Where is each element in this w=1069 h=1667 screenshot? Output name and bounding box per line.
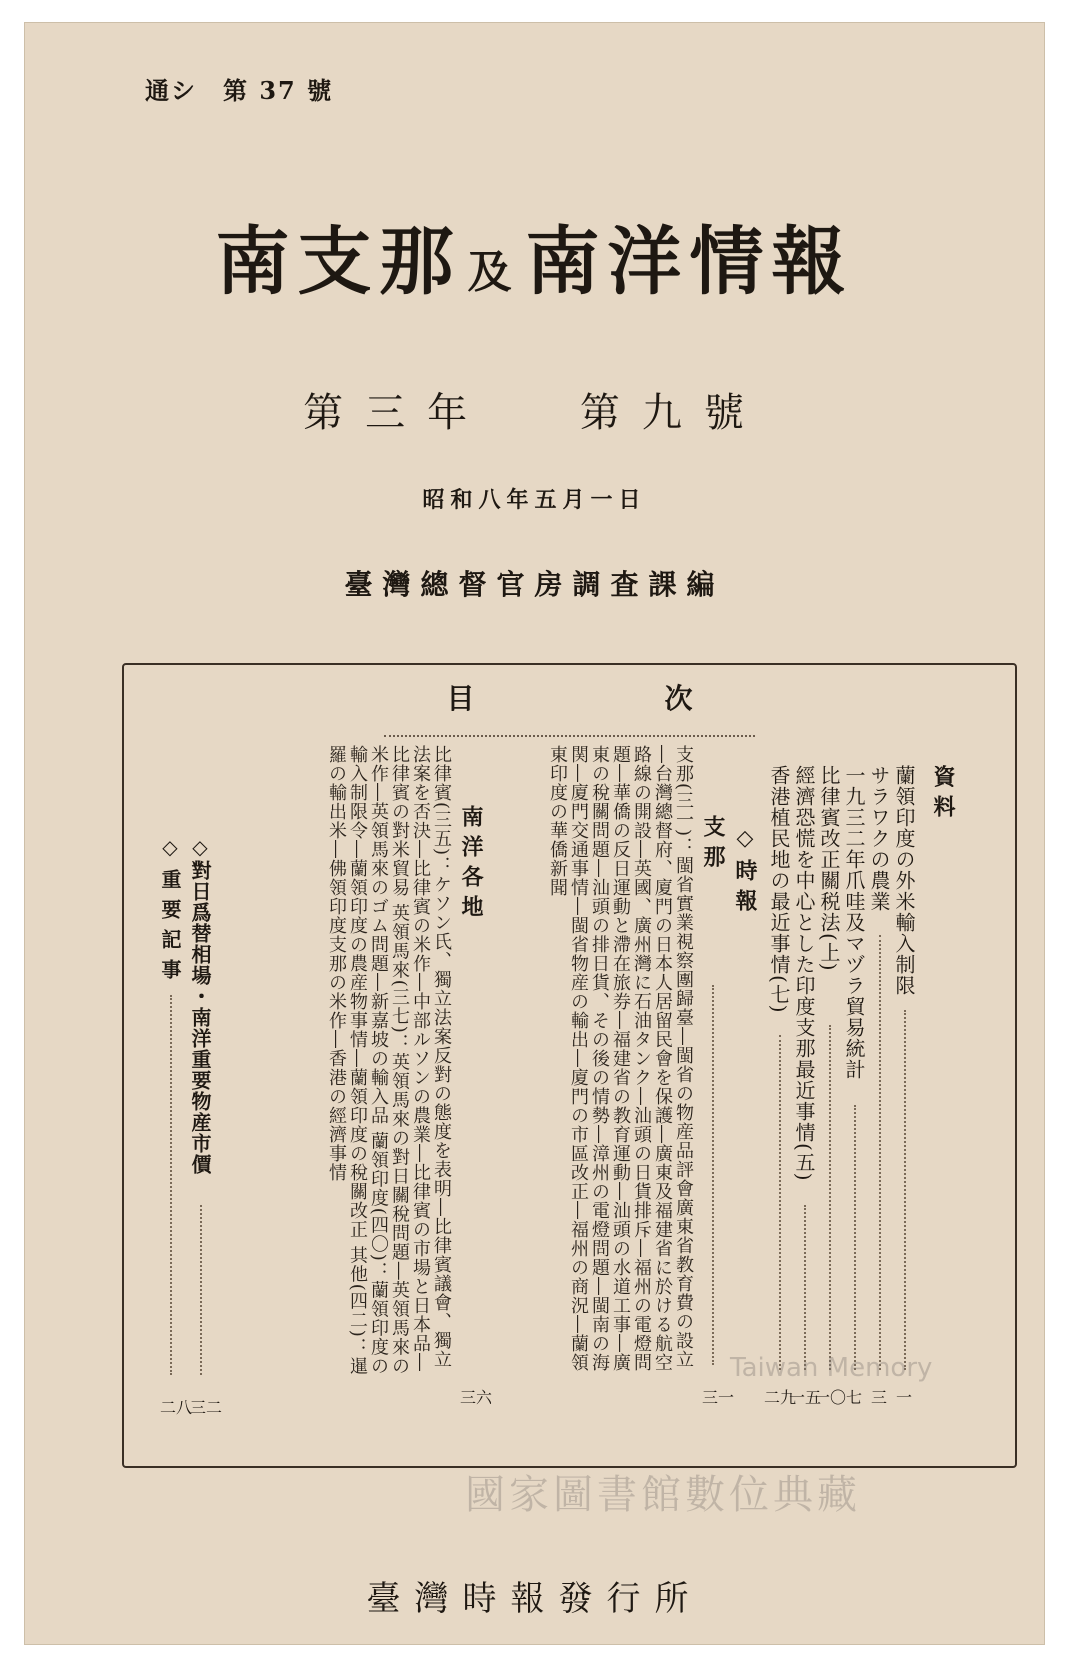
toc-page-number: 七 <box>846 1388 863 1407</box>
title-part-2: 南洋情報 <box>525 219 854 305</box>
leader-dots <box>854 1105 856 1370</box>
title-connector: 及 <box>467 246 520 298</box>
toc-page-number: 二九 <box>764 1388 797 1407</box>
leader-dots <box>712 985 714 1365</box>
toc-item: 一九三二年爪哇及マヅラ貿易統計 <box>842 765 866 1080</box>
leader-dots <box>200 1205 202 1375</box>
toc-page-number: 一 <box>896 1388 913 1407</box>
toc-page-number: 一〇 <box>814 1388 847 1407</box>
leader-dots <box>804 1205 806 1370</box>
magazine-title <box>25 203 1044 309</box>
magazine-page <box>24 22 1045 1645</box>
toc-page-number: 三二 <box>190 1398 223 1417</box>
toc-item: 比律賓改正關税法(上) <box>817 765 841 972</box>
publisher-footer: 臺灣時報發行所 <box>366 1579 703 1619</box>
leader-dots <box>904 1010 906 1370</box>
toc-item: ◇重要記事 <box>158 835 182 989</box>
issue-year: 第三年 <box>303 390 490 436</box>
toc-item: 香港植民地の最近事情(七) <box>767 765 791 1014</box>
editor-credit: 臺灣總督官房調査課編 <box>344 568 725 601</box>
publication-date: 昭和八年五月一日 <box>422 487 647 513</box>
serial-number: 通シ 第 37 號 <box>145 76 334 105</box>
nanyo-article-list: 比律賓(三五)：ケソン氏、獨立法案反對の態度を表明―比律賓議會、獨立法案を否決―比律賓の米作―中部ルソンの農業―比律賓の市場と日本品―比律賓の對米貿易 英領馬來(三七)：英領馬來の對日關稅問題―英領馬來の米作―英領馬來のゴム問題―新嘉坡の輸入品 蘭領印度(四〇)：蘭領印度の輸入制限令―蘭領印度の農産物事情―蘭領印度の稅關改正 其他(四二)：暹羅の輸出米―佛領印度支那の米作―香港の經濟事情 <box>326 745 452 1376</box>
toc-page-number: 三六 <box>460 1388 493 1407</box>
title-part-1: 南支那 <box>215 219 462 305</box>
watermark-english: Taiwan Memory <box>730 1353 933 1383</box>
leader-dots <box>879 935 881 1370</box>
toc-item: サラワクの農業 <box>867 765 891 912</box>
table-of-contents <box>122 663 1017 1468</box>
leader-dots <box>779 1035 781 1370</box>
toc-divider <box>384 735 755 737</box>
subsection-nanyo-label: 南洋各地 <box>458 805 484 925</box>
toc-item: 蘭領印度の外米輸入制限 <box>892 765 916 996</box>
leader-dots <box>829 1025 831 1370</box>
toc-page-number: 一五 <box>789 1388 822 1407</box>
section-shiryo-label: 資料 <box>930 765 956 825</box>
toc-page-number: 三 <box>871 1388 888 1407</box>
toc-item: 經濟恐慌を中心とした印度支那最近事情(五) <box>792 765 816 1182</box>
subsection-shina-label: 支那 <box>700 815 726 875</box>
leader-dots <box>170 995 172 1375</box>
toc-page-number: 三一 <box>702 1388 735 1407</box>
toc-heading: 目次 <box>446 682 883 715</box>
issue-line <box>25 381 1044 438</box>
watermark-chinese: 國家圖書館數位典藏 <box>465 1472 861 1518</box>
issue-number: 第九號 <box>579 390 766 436</box>
section-jiho-label: ◇時報 <box>732 825 758 919</box>
toc-item: ◇對日爲替相場・南洋重要物産市價 <box>188 835 212 1175</box>
shina-article-list: 支那(三一)：閩省實業視察團歸臺―閩省の物産品評會廣東省教育費の設立―台灣總督府、廈門の日本人居留民會を保護―廣東及福建省に於ける航空路線の開設―英國、廣州灣に石油タンク―汕頭の日貨排斥―福州の電燈問題―華僑の反日運動と滯在旅券―福建省の教育運動―汕頭の水道工事―廣東の稅關問題―汕頭の排日貨、その後の情勢―漳州の電燈問題―閩南の海関―廈門交通事情―閩省物産の輸出―廈門の市區改正―福州の商況―蘭領東印度の華僑新聞 <box>547 745 694 1372</box>
toc-page-number: 二八 <box>160 1398 193 1417</box>
